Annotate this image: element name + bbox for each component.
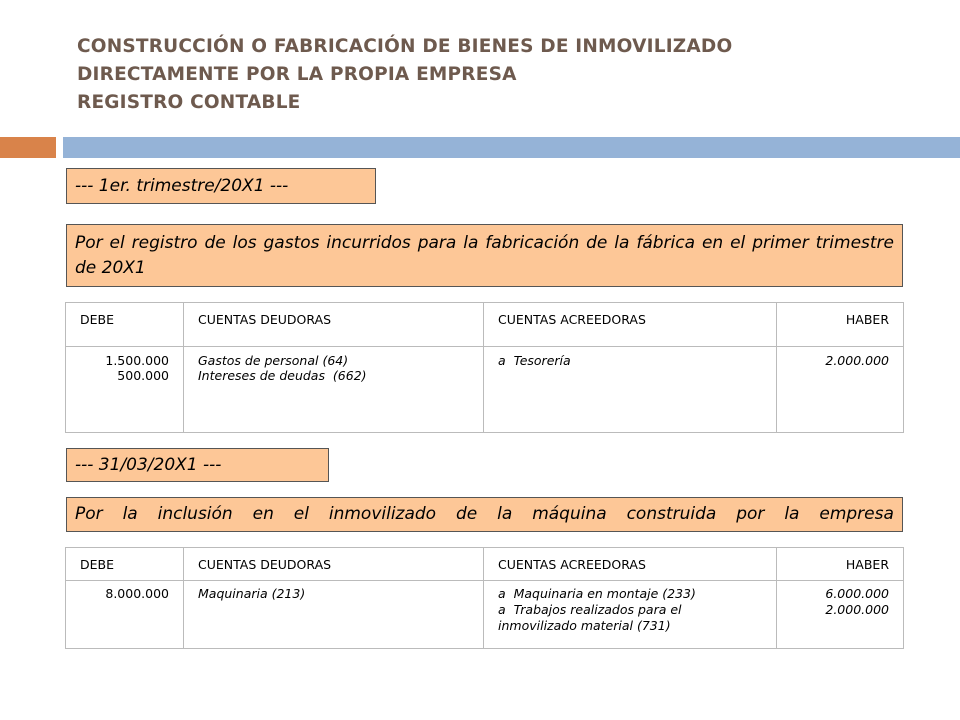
acreedora-account: a Trabajos realizados para el [498,602,682,617]
desc-word: la [122,504,138,524]
debe-amount: 500.000 [117,368,169,383]
haber-amount: 2.000.000 [825,353,889,368]
entry1-description: Por el registro de los gastos incurridos para la fabricación de la fábrica en el primer trimestre de 20X1 [66,224,903,287]
entry2-ledger-table [65,547,904,649]
table-header-row [66,548,904,581]
desc-word: por [736,504,765,524]
desc-word: en [252,504,274,524]
acreedoras-cell [484,347,777,433]
header-haber: HABER [777,548,904,581]
header-debe: DEBE [66,303,184,347]
desc-word: el [293,504,309,524]
entry2-description [66,497,903,532]
debe-amount: 1.500.000 [105,353,169,368]
debe-amount: 8.000.000 [105,586,169,601]
entry1-ledger-table [65,302,904,433]
haber-cell [777,581,904,649]
desc-word: la [497,504,513,524]
acreedora-account: inmovilizado material (731) [498,618,671,633]
debe-cell [66,347,184,433]
header-cuentas-acreedoras: CUENTAS ACREEDORAS [484,548,777,581]
desc-word: construida [626,504,717,524]
title-line-1: CONSTRUCCIÓN O FABRICACIÓN DE BIENES DE INMOVILIZADO [77,36,733,57]
acreedora-account: a Tesorería [498,353,571,368]
header-haber: HABER [777,303,904,347]
desc-word: inmovilizado [328,504,437,524]
accent-bar-blue [63,137,960,158]
title-line-2: DIRECTAMENTE POR LA PROPIA EMPRESA [77,64,517,85]
accent-bar-orange [0,137,56,158]
table-header-row [66,303,904,347]
header-cuentas-deudoras: CUENTAS DEUDORAS [184,548,484,581]
deudora-account: Intereses de deudas (662) [198,368,367,383]
table-row [66,581,904,649]
haber-amount: 6.000.000 [825,586,889,601]
deudoras-cell [184,347,484,433]
haber-cell [777,347,904,433]
deudoras-cell [184,581,484,649]
haber-amount: 2.000.000 [825,602,889,617]
title-line-3: REGISTRO CONTABLE [77,92,301,113]
deudora-account: Maquinaria (213) [198,586,306,601]
desc-word: de [456,504,478,524]
desc-word: Por [75,504,103,524]
acreedoras-cell [484,581,777,649]
desc-word: la [784,504,800,524]
entry1-date-box: --- 1er. trimestre/20X1 --- [66,168,376,204]
table-row [66,347,904,433]
desc-word: empresa [819,504,894,524]
entry2-date-box: --- 31/03/20X1 --- [66,448,329,482]
acreedora-account: a Maquinaria en montaje (233) [498,586,696,601]
header-debe: DEBE [66,548,184,581]
desc-word: máquina [532,504,607,524]
deudora-account: Gastos de personal (64) [198,353,349,368]
header-cuentas-acreedoras: CUENTAS ACREEDORAS [484,303,777,347]
desc-word: inclusión [157,504,233,524]
debe-cell [66,581,184,649]
slide-title [77,33,937,117]
header-cuentas-deudoras: CUENTAS DEUDORAS [184,303,484,347]
